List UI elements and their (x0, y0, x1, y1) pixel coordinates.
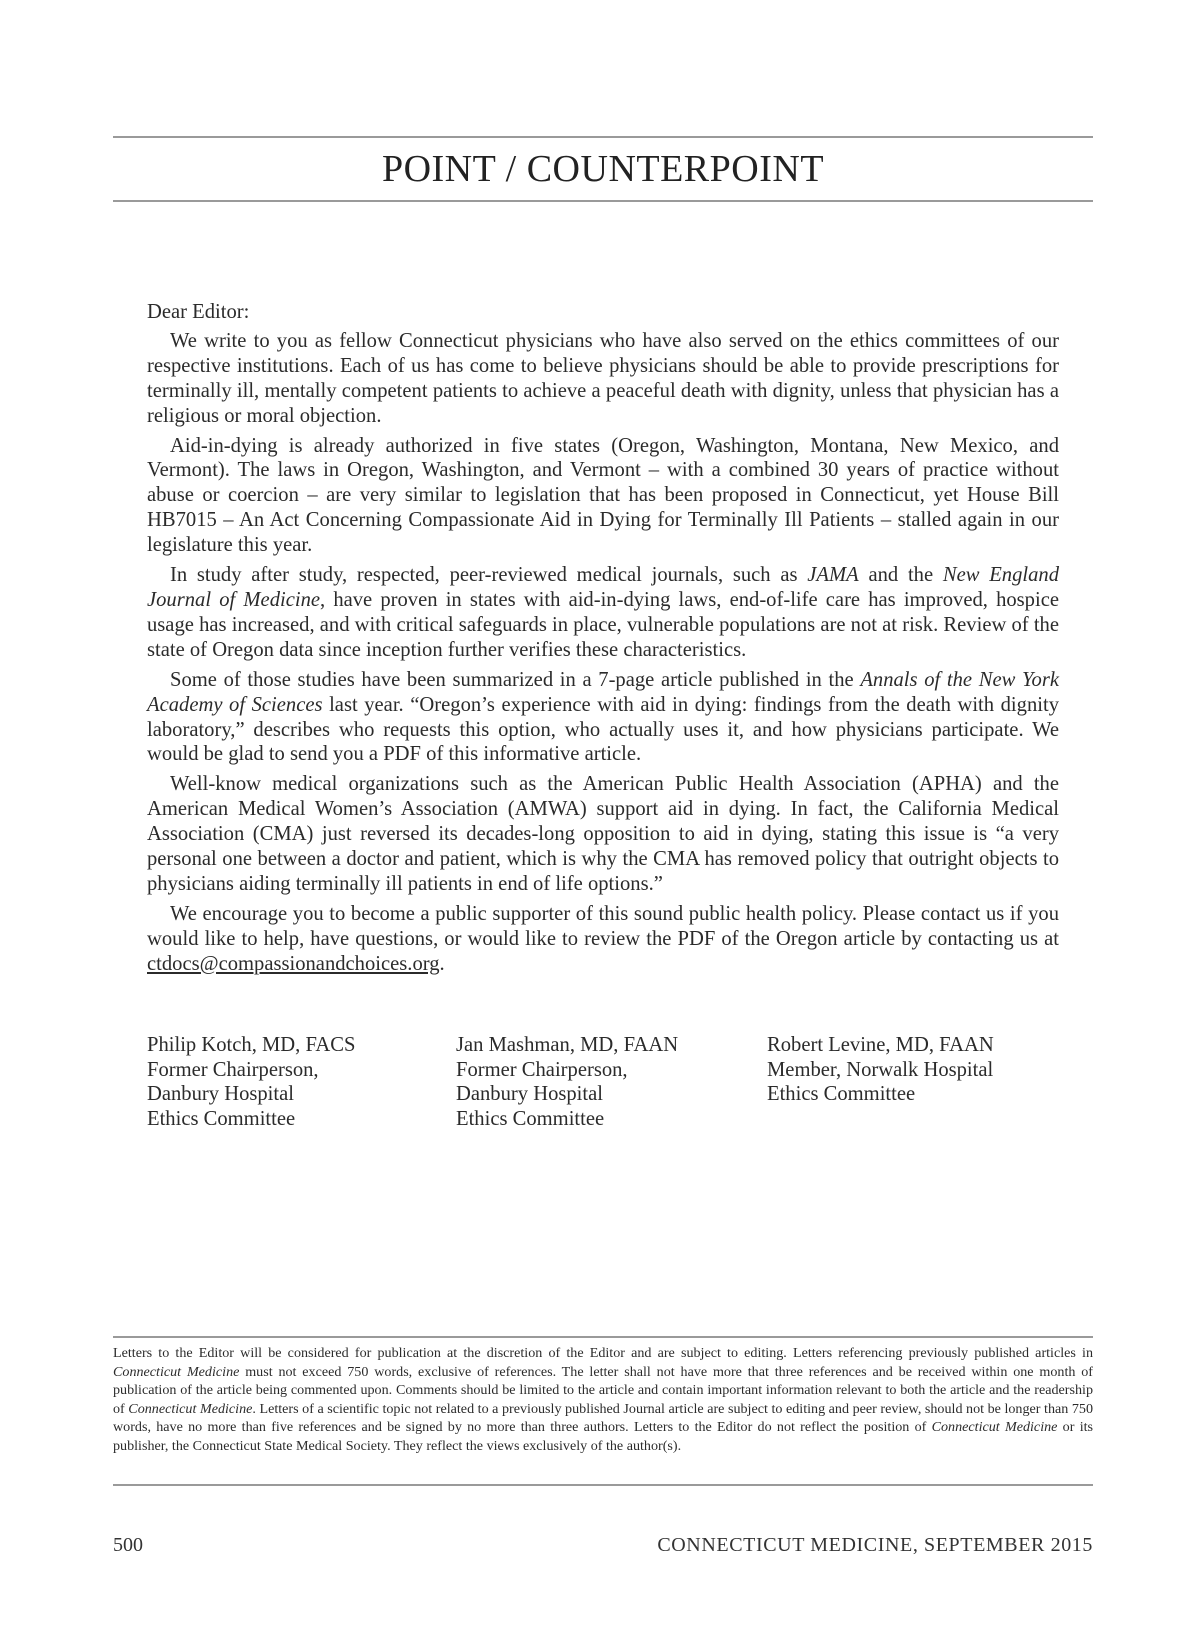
journal-name: Connecticut Medicine (113, 1363, 240, 1380)
journal-name: Connecticut Medicine (931, 1419, 1058, 1435)
paragraph-2: Aid-in-dying is already authorized in five states (Oregon, Washington, Montana, New Mexico, and Vermont). The laws in Oregon, Washington, and Vermont – with a combined 30 years of practice without abuse or coercion – are very similar to legislation that has been proposed in Connecticut, yet House Bill HB7015 – An Act Concerning Compassionate Aid in Dying for Terminally Ill Patients – stalled again in our legislature this year. (147, 434, 1059, 557)
paragraph-4-text-b: last year. “Oregon’s experience with aid in dying: findings from the death with dignity laboratory,” describes who requests this option, who actually uses it, and how physicians participate. We would be glad to send you a PDF of this informative article. (147, 693, 1059, 766)
paragraph-5: Well-know medical organizations such as the American Public Health Association (APHA) and the American Medical Women’s Association (AMWA) support aid in dying. In fact, the California Medical Association (CMA) just reversed its decades-long opposition to aid in dying, stating this issue is “a very personal one between a doctor and patient, which is why the CMA has removed policy that outright objects to physicians aiding terminally ill patients in end of life options.” (147, 773, 1059, 895)
title-top-rule (113, 136, 1093, 138)
footnote-bottom-rule (113, 1484, 1093, 1486)
signature-title: Former Chairperson, (456, 1058, 628, 1081)
signature-kotch (147, 1033, 447, 1131)
paragraph-3-text-c: , have proven in states with aid-in-dying laws, end-of-life care has improved, hospice usage has increased, and with critical safeguards in place, vulnerable populations are not at risk. Review of the state of Oregon data since inception further verifies these characteristics. (147, 588, 1059, 661)
signature-committee: Ethics Committee (767, 1083, 916, 1106)
signature-levine (767, 1033, 1067, 1107)
footnote-text-d: or its publisher, the Connecticut State Medical Society. They reflect the views exclusively of the author(s). (113, 1419, 1094, 1454)
footnote-top-rule (113, 1336, 1093, 1338)
journal-name: Connecticut Medicine (128, 1400, 253, 1417)
footnote-text-c: . Letters of a scientific topic not related to a previously published Journal article are subject to editing and peer review, should not be longer than 750 words, have no more than five references and be signed by no more than three authors. Letters to the Editor do not reflect the position of (113, 1400, 1093, 1435)
contact-email-link[interactable]: ctdocs@compassionandchoices.org (147, 952, 440, 975)
section-title: POINT / COUNTERPOINT (381, 148, 825, 190)
editorial-policy-note (113, 1344, 1093, 1455)
signature-institution: Danbury Hospital (147, 1083, 294, 1106)
paragraph-3-text-b: and the (858, 564, 943, 587)
signature-title: Member, Norwalk Hospital (767, 1058, 994, 1081)
journal-nejm: New England Journal of Medicine (147, 564, 1060, 611)
signature-name: Jan Mashman, MD, FAAN (456, 1034, 679, 1056)
title-bottom-rule (113, 200, 1093, 202)
journal-annals: Annals of the New York Academy of Sciences (147, 668, 1059, 716)
page-number: 500 (113, 1534, 143, 1556)
footnote-text-a: Letters to the Editor will be considered for publication at the discretion of the Editor and are subject to editing. Letters referencing previously published articles in (113, 1345, 1093, 1361)
signature-committee: Ethics Committee (147, 1107, 296, 1130)
paragraph-3 (147, 563, 1059, 663)
paragraph-1: We write to you as fellow Connecticut physicians who have also served on the ethics committees of our respective institutions. Each of us has come to believe physicians should be able to provide prescriptions for terminally ill, mentally competent patients to achieve a peaceful death with dignity, unless that physician has a religious or moral objection. (147, 329, 1059, 427)
paragraph-4 (147, 668, 1059, 768)
paragraph-6-text-b: . (439, 952, 445, 975)
letter-body (147, 300, 1059, 982)
footnote-text-b: must not exceed 750 words, exclusive of references. The letter shall not have more that three references and be received within one month of publication of the article being commented upon. Comments should be limited to the article and contain important information relevant to both the article and the readership of (113, 1363, 1093, 1417)
signature-name: Philip Kotch, MD, FACS (147, 1034, 356, 1056)
signature-institution: Danbury Hospital (456, 1083, 603, 1106)
journal-jama: JAMA (807, 564, 859, 587)
paragraph-6-text-a: We encourage you to become a public supporter of this sound public health policy. Please contact us if you would like to help, have questions, or would like to review the PDF of the Oregon article by contacting us at (147, 902, 1059, 950)
paragraph-4-text-a: Some of those studies have been summarized in a 7-page article published in the (170, 668, 861, 691)
paragraph-3-text-a: In study after study, respected, peer-reviewed medical journals, such as (170, 564, 808, 587)
signature-title: Former Chairperson, (147, 1058, 319, 1081)
salutation: Dear Editor: (147, 301, 250, 323)
running-footer: CONNECTICUT MEDICINE, SEPTEMBER 2015 (657, 1534, 1093, 1556)
signature-committee: Ethics Committee (456, 1107, 605, 1130)
signature-name: Robert Levine, MD, FAAN (767, 1034, 994, 1056)
paragraph-6 (147, 902, 1059, 977)
signature-mashman (456, 1033, 756, 1131)
